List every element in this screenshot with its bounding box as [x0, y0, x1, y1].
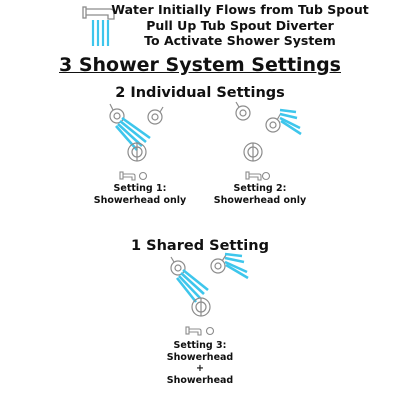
header-line-1: Water Initially Flows from Tub Spout [111, 2, 369, 17]
individual-settings-heading: 2 Individual Settings [115, 85, 285, 101]
setting-2-label: Setting 2: [233, 183, 287, 194]
setting-1-label: Setting 1: [113, 183, 167, 194]
setting-2-desc: Showerhead only [213, 194, 307, 206]
valve-handle-icon [244, 143, 262, 161]
valve-handle-icon [192, 298, 210, 316]
header-text [90, 2, 390, 49]
setting-3-label: Setting 3: [173, 340, 227, 351]
setting-3-line-1: Showerhead [166, 351, 234, 363]
showerhead-active-icon [171, 257, 185, 275]
showerhead-active-icon [211, 255, 226, 273]
setting-3-plus: + [196, 363, 204, 374]
setting-1-diagram [110, 104, 163, 180]
setting-2-diagram [236, 102, 301, 180]
showerhead-inactive-icon [148, 107, 163, 124]
water-spray-icon [177, 270, 208, 302]
page-title: 3 Shower System Settings [59, 54, 341, 76]
setting-3-diagram [171, 254, 248, 335]
setting-3-caption [145, 340, 255, 386]
water-spray-icon [225, 254, 248, 278]
showerhead-inactive-icon [236, 102, 250, 120]
water-spray-icon [116, 118, 150, 150]
tub-spout-small-icon [246, 172, 270, 180]
header-line-3: To Activate Shower System [144, 33, 336, 48]
showerhead-active-icon [266, 113, 281, 132]
setting-2-caption [205, 183, 315, 206]
setting-1-caption [85, 183, 195, 206]
shared-setting-heading: 1 Shared Setting [131, 238, 269, 254]
tub-spout-small-icon [120, 172, 147, 180]
header-line-2: Pull Up Tub Spout Diverter [146, 17, 334, 33]
tub-spout-small-icon [186, 327, 214, 335]
showerhead-active-icon [110, 104, 124, 123]
water-spray-icon [280, 110, 301, 134]
setting-1-desc: Showerhead only [93, 194, 187, 206]
valve-handle-icon [128, 143, 146, 161]
setting-3-line-2: Showerhead [166, 374, 234, 386]
